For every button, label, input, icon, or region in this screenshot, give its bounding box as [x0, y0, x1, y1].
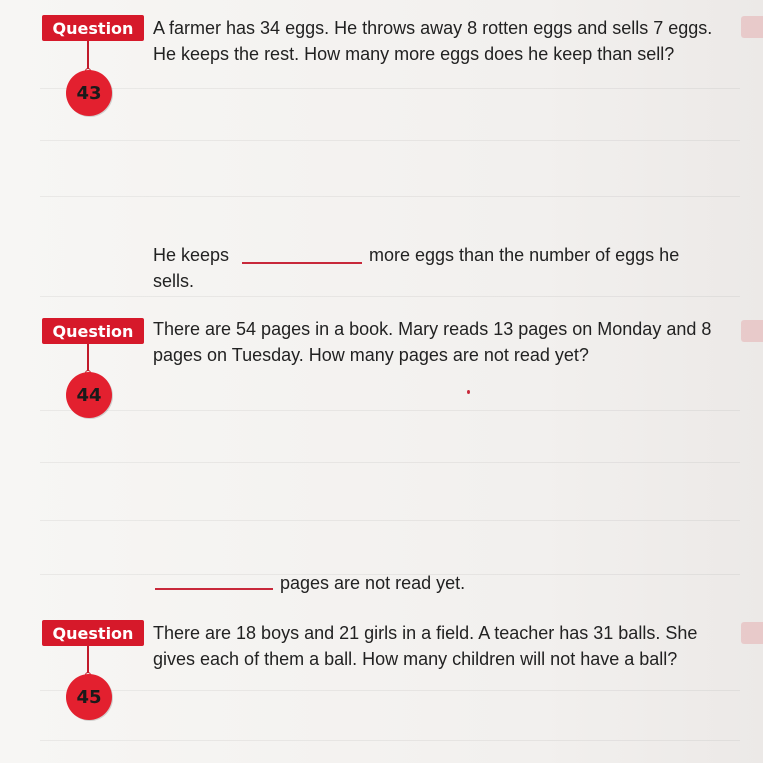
show-through-line	[40, 410, 740, 411]
answer-blank[interactable]	[242, 262, 362, 264]
question-banner: Question	[42, 15, 144, 41]
show-through-line	[40, 196, 740, 197]
tag-string	[87, 646, 89, 674]
question-text: There are 18 boys and 21 girls in a field. A teacher has 31 balls. She gives each of them a ball. How many children will not have a ball?	[153, 623, 698, 669]
show-through-line	[40, 462, 740, 463]
answer-prefix: He keeps	[153, 245, 230, 265]
question-number-tag: 43	[66, 70, 112, 116]
question-text: A farmer has 34 eggs. He throws away 8 rotten eggs and sells 7 eggs. He keeps the rest. How many more eggs does he keep than sell?	[153, 18, 713, 64]
tag-string	[87, 344, 89, 372]
show-through-line	[40, 690, 740, 691]
show-through-line	[40, 88, 740, 89]
show-through-line	[40, 296, 740, 297]
tag-string	[87, 41, 89, 69]
question-banner: Question	[42, 318, 144, 344]
edge-tab	[741, 320, 763, 342]
answer-blank[interactable]	[155, 588, 273, 590]
answer-suffix: pages are not read yet.	[280, 573, 466, 593]
show-through-line	[40, 520, 740, 521]
answer-suffix: more eggs than the number of eggs he	[369, 245, 680, 265]
question-number-tag: 44	[66, 372, 112, 418]
show-through-line	[40, 140, 740, 141]
edge-tab	[741, 16, 763, 38]
show-through-line	[40, 740, 740, 741]
question-number-tag: 45	[66, 674, 112, 720]
ink-mark	[467, 390, 470, 394]
question-text: There are 54 pages in a book. Mary reads 13 pages on Monday and 8 pages on Tuesday. How many pages are not read yet?	[153, 319, 712, 365]
edge-tab	[741, 622, 763, 644]
answer-suffix-continued: sells.	[153, 271, 195, 291]
question-banner: Question	[42, 620, 144, 646]
